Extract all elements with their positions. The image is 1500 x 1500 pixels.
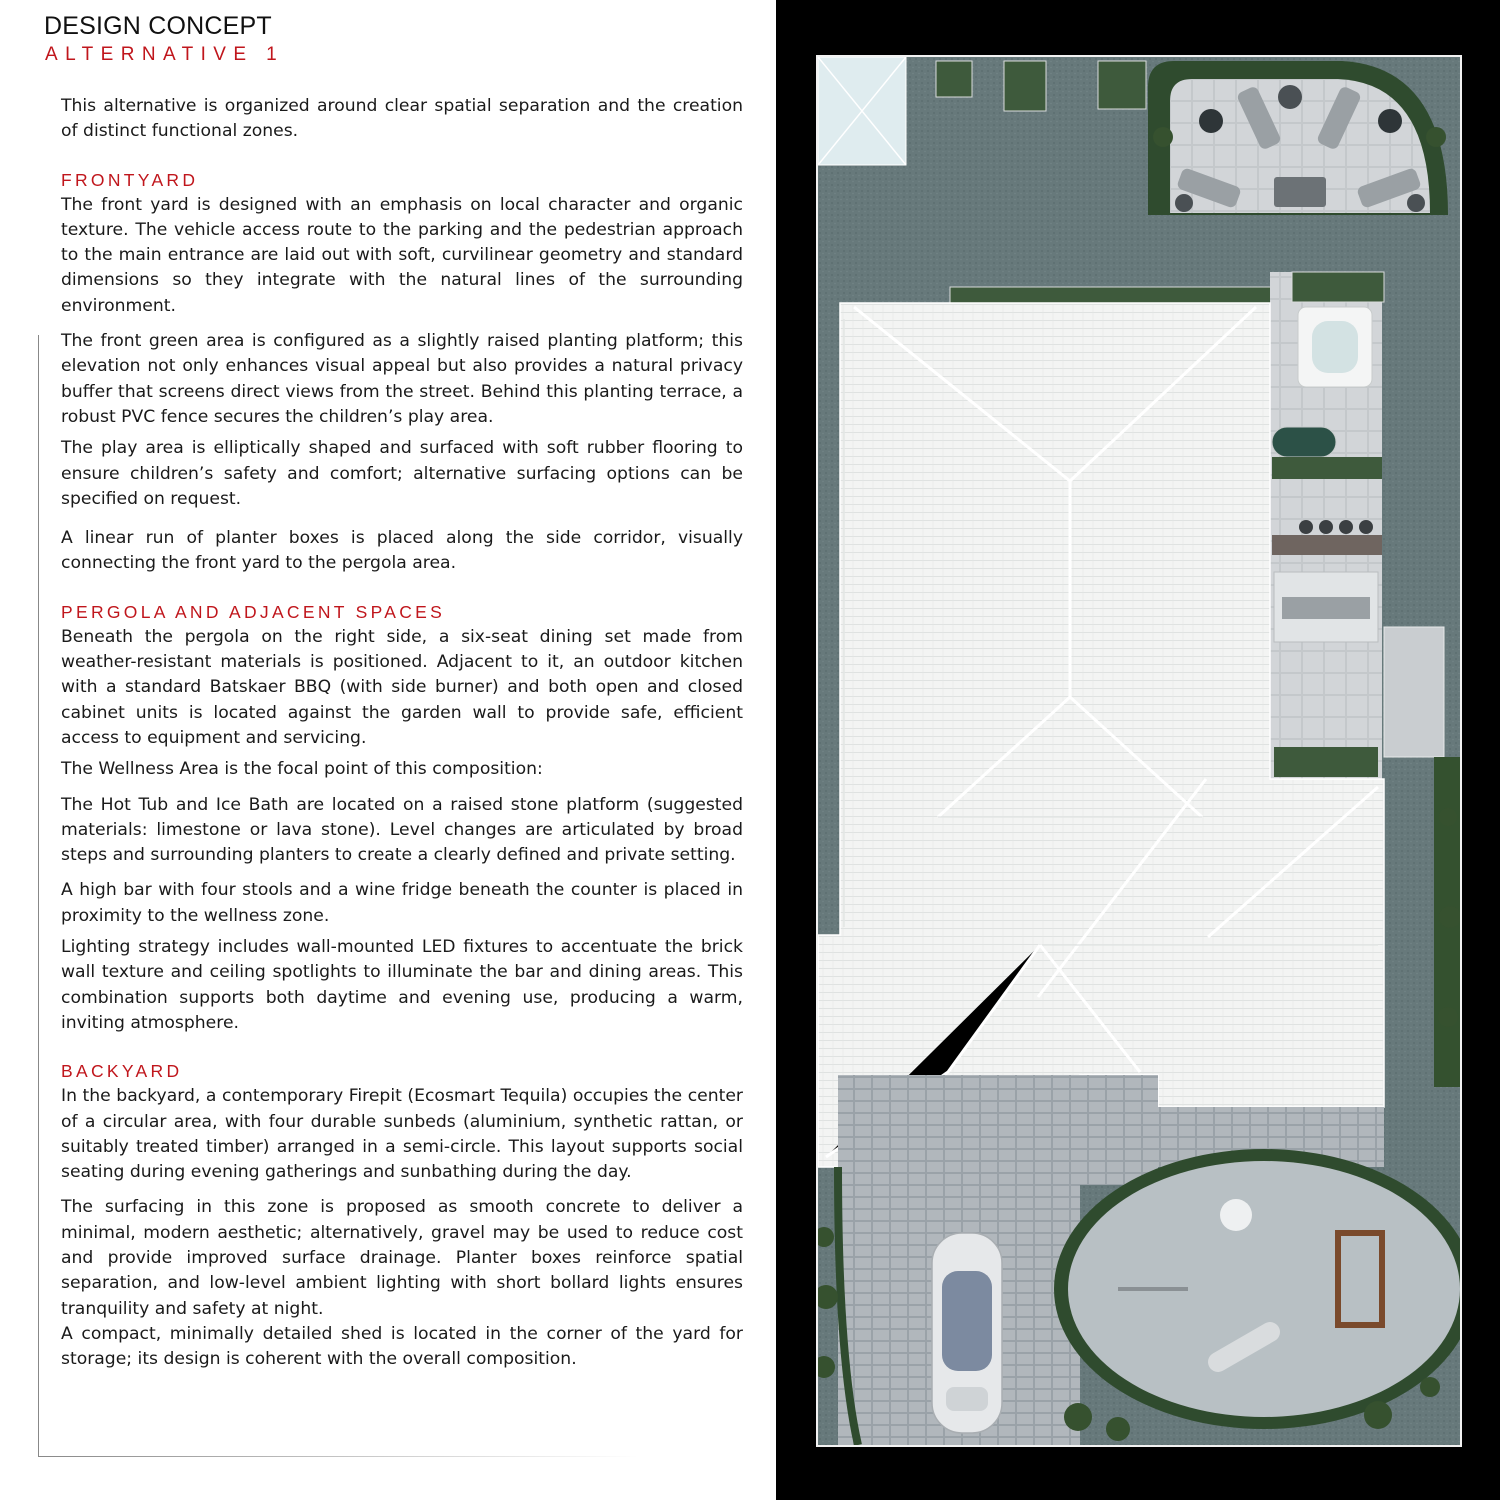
intro-paragraph: This alternative is organized around clear spatial separation and the creation of distinct functional zones.: [61, 96, 743, 142]
pergola-paragraph-2: The Wellness Area is the focal point of this composition:: [61, 759, 543, 780]
concept-body: [61, 94, 743, 1372]
frontyard-paragraph-4: A linear run of planter boxes is placed along the side corridor, visually connecting the front yard to the pergola area.: [61, 528, 743, 574]
section-heading-frontyard: FRONTYARD: [61, 169, 199, 190]
high-bar: [1272, 535, 1382, 555]
ice-bath: [1272, 427, 1336, 457]
outdoor-kitchen: [1384, 627, 1444, 757]
side-planter-row: [950, 287, 1290, 303]
pergola-paragraph-1: Beneath the pergola on the right side, a six-seat dining set made from weather-resistant materials is positioned. Adjacent to it, an outdoor kitchen with a standard Batskaer BBQ (with side burner) and both open and closed cabinet units is located against the garden wall to provide safe, efficient access to equipment and servicing.: [61, 626, 743, 748]
pergola-paragraph-3: The Hot Tub and Ice Bath are located on a raised stone platform (suggested materials: limestone or lava stone). Level changes are articulated by broad steps and surrounding planters to create a clearly defined and private setting.: [61, 794, 743, 866]
frontyard-paragraph-1: The front yard is designed with an emphasis on local character and organic texture. The vehicle access route to the parking and the pedestrian approach to the main entrance are laid out with soft, curvilinear geometry and standard dimensions so they integrate with the natural lines of the surrounding environment.: [61, 194, 743, 316]
pergola-paragraph-4: A high bar with four stools and a wine fridge beneath the counter is placed in proximity to the wellness zone.: [61, 880, 743, 926]
site-plan-render: [816, 55, 1462, 1447]
firepit-area: [1148, 61, 1448, 215]
backyard-paragraph-3: A compact, minimally detailed shed is located in the corner of the yard for storage; its design is coherent with the overall composition.: [61, 1323, 743, 1370]
firepit-table: [1274, 177, 1326, 207]
backyard-paragraph-1: In the backyard, a contemporary Firepit (Ecosmart Tequila) occupies the center of a circular area, with four durable sunbeds (aluminium, synthetic rattan, or suitably treated timber) arranged in a semi-circle. This layout supports social seating during evening gatherings and sunbathing during the day.: [61, 1086, 743, 1183]
wellness-deck: [1270, 272, 1384, 782]
pergola-paragraph-5: Lighting strategy includes wall-mounted LED fixtures to accentuate the brick wall texture and ceiling spotlights to illuminate the bar and dining areas. This combination supports both daytime and evening use, producing a warm, inviting atmosphere.: [61, 937, 743, 1033]
page-subtitle: ALTERNATIVE 1: [45, 44, 285, 65]
section-heading-backyard: BACKYARD: [61, 1061, 183, 1082]
backyard-paragraph-2: The surfacing in this zone is proposed as smooth concrete to deliver a minimal, modern aesthetic; alternatively, gravel may be used to reduce cost and provide improved surface drainage. Planter boxes reinforce spatial separation, and low-level ambient lighting with short bollard lights ensures tranquility and safety at night.: [61, 1197, 743, 1319]
frame-line-vertical: [38, 335, 39, 1457]
frontyard-paragraph-3: The play area is elliptically shaped and surfaced with soft rubber flooring to ensure children’s safety and comfort; alternative surfacing options can be specified on request.: [61, 438, 743, 509]
play-table: [1220, 1199, 1252, 1231]
frame-line-horizontal: [38, 1456, 638, 1457]
page-title: DESIGN CONCEPT: [44, 12, 272, 40]
car-icon: [932, 1233, 1002, 1433]
frontyard-paragraph-2: The front green area is configured as a slightly raised planting platform; this elevation not only enhances visual appeal but also provides a natural privacy buffer that screens direct views from the street. Behind this planting terrace, a robust PVC fence secures the children’s play area.: [61, 331, 743, 427]
section-heading-pergola: PERGOLA AND ADJACENT SPACES: [61, 601, 446, 622]
